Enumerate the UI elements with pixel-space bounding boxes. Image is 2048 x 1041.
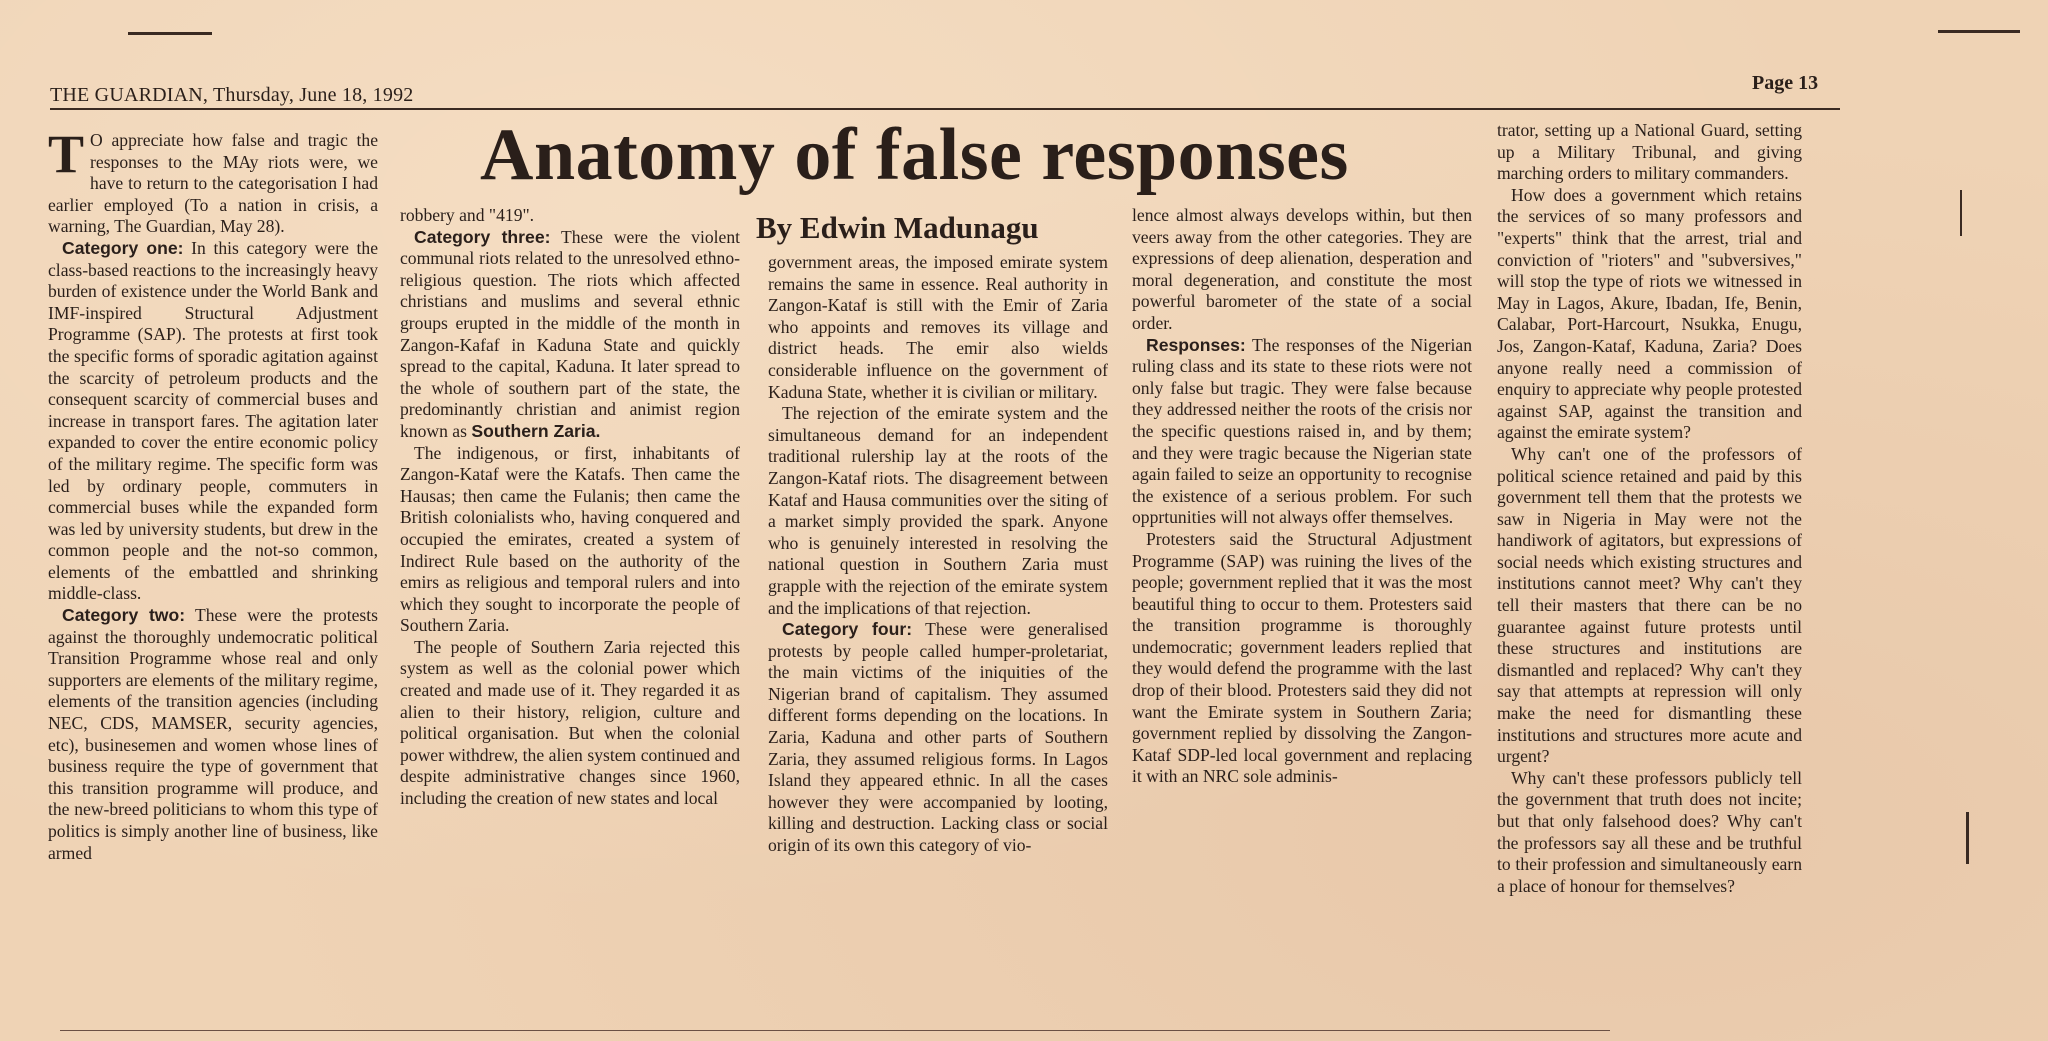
footer-rule (60, 1030, 1610, 1031)
paragraph-text: In this category were the class-based reactions to the increasingly heavy burden of existence under the World Bank and IMF-inspired Structural Adjustment Programme (SAP). The protests at first took the specific forms of sporadic agitation against the scarcity of petroleum products and the consequent scarcity of commercial buses and increase in transport fares. The agitation later expanded to cover the entire economic policy of the military regime. The specific form was led by ordinary people, commuters in commercial buses while the expanded form was led by university students, but drew in the common people and the not-so common, elements of the embattled and shrinking middle-class. (48, 237, 378, 604)
paragraph: Why can't these professors publicly tell the government that truth does not incite; but that only falsehood does? Why can't the professors say all these and be truthful to their profession and simultaneously earn a place of honour for themselves? (1497, 767, 1802, 896)
article-column-3 (768, 252, 1108, 857)
paragraph-text: These were generalised protests by people called humper-proletariat, the main victims of the iniquities of the Nigerian brand of capitalism. They assumed different forms depending on the locations. In Zaria, Kaduna and other parts of Southern Zaria, they assumed religious forms. In Lagos Island they appeared ethnic. In all the cases however they were accompanied by looting, killing and destruction. Lacking class or social origin of its own this category of vio- (768, 619, 1108, 856)
paper-date-line: THE GUARDIAN, Thursday, June 18, 1992 (50, 84, 414, 106)
pen-mark-right-2 (1966, 812, 1969, 864)
article-column-2 (400, 205, 740, 810)
paragraph (400, 227, 740, 443)
page-number: Page 13 (1752, 72, 1819, 94)
category-heading: Category four: (782, 619, 913, 640)
paragraph: The indigenous, or first, inhabitants of Zangon-Kataf were the Katafs. Then came the Hausas; then came the Fulanis; then came the British colonialists who, having conquered and occupied the emirates, created a system of Indirect Rule based on the authority of the emirs as religious and temporal rulers and into which they sought to incorporate the people of Southern Zaria. (400, 442, 740, 636)
paragraph: How does a government which retains the services of so many professors and "experts" think that the arrest, trial and conviction of "rioters" and "subversives," will stop the type of riots we witnessed in May in Lagos, Akure, Ibadan, Ife, Benin, Calabar, Port-Harcourt, Nsukka, Enugu, Jos, Zangon-Kataf, Kaduna, Zaria? Does anyone really need a commission of enquiry to appreciate why people protested against SAP, against the transition and against the emirate system? (1497, 184, 1802, 443)
paragraph (48, 238, 378, 605)
category-heading: Responses: (1146, 334, 1246, 355)
category-heading: Category three: (414, 226, 551, 247)
byline: By Edwin Madunagu (756, 210, 1039, 245)
article-column-1 (48, 124, 378, 864)
masthead (50, 80, 1840, 116)
paragraph: Why can't one of the professors of political science retained and paid by this government tell them that the protests we saw in Nigeria in May were not the handiwork of agitators, but expressions of social needs which existing structures and institutions cannot meet? Why can't they tell their masters that there can be no guarantee against future protests until these structures and institutions are dismantled and replaced? Why can't they say that attempts at repression will only make the need for dismantling these institutions and structures more acute and urgent? (1497, 443, 1802, 767)
paragraph: robbery and "419". (400, 205, 535, 225)
emphasis-text: Southern Zaria. (471, 420, 601, 441)
paragraph: The people of Southern Zaria rejected this system as well as the colonial power which created and made use of it. They regarded it as alien to their history, religion, culture and political organisation. But when the colonial power withdrew, the alien system continued and despite administrative changes since 1960, including the creation of new states and local (400, 636, 740, 809)
pen-mark-right-1 (1960, 190, 1962, 236)
paragraph (1132, 335, 1472, 529)
paragraph-text: These were the protests against the thoroughly undemocratic political Transition Programme whose real and only supporters are elements of the military regime, elements of the transition agencies (including NEC, CDS, MAMSER, security agencies, etc), businesemen and women whose lines of business require the type of government that this transition programme will produce, and the new-breed politicians to whom this type of politics is simply another line of business, like armed (48, 605, 378, 863)
article-column-5 (1497, 120, 1802, 897)
article-column-4 (1132, 205, 1472, 788)
drop-cap: T (48, 124, 85, 184)
paragraph (768, 619, 1108, 857)
paragraph (48, 124, 378, 238)
paragraph: lence almost always develops within, but then veers away from the other categories. They are expressions of deep alienation, desperation and moral degeneration, and constitute the most powerful barometer of the state of a social order. (1132, 205, 1472, 333)
paragraph (48, 605, 378, 864)
paragraph: The rejection of the emirate system and the simultaneous demand for an independent traditional rulership lay at the roots of the Zangon-Kataf riots. The disagreement between Kataf and Hausa communities over the siting of a market simply provided the spark. Anyone who is genuinely interested in resolving the national question in Southern Zaria must grapple with the rejection of the emirate system and the implications of that rejection. (768, 403, 1108, 618)
headline: Anatomy of false responses (480, 114, 1349, 196)
pen-mark-top-left (128, 32, 212, 35)
paragraph: Protesters said the Structural Adjustment Programme (SAP) was ruining the lives of the people; government replied that it was the most beautiful thing to occur to them. Protesters said the transition programme is thoroughly undemocratic; government leaders replied that they would defend the programme with the last drop of their blood. Protesters said they did not want the Emirate system in Southern Zaria; government replied by dissolving the Zangon-Kataf SDP-led local government and replacing it with an NRC sole adminis- (1132, 528, 1472, 787)
category-heading: Category two: (62, 605, 186, 626)
paragraph: government areas, the imposed emirate system remains the same in essence. Real authority in Zangon-Kataf is still with the Emir of Zaria who appoints and removes its village and district heads. The emir also wields considerable influence on the government of Kaduna State, whether it is civilian or military. (768, 252, 1108, 402)
paragraph-text: The responses of the Nigerian ruling class and its state to these riots were not only false but tragic. They were false because they addressed neither the roots of the crisis nor the specific questions raised in, and by them; and they were tragic because the Nigerian state again failed to seize an opportunity to recognise the existence of a serious problem. For such opprtunities will not always offer themselves. (1132, 334, 1472, 528)
category-heading: Category one: (62, 237, 184, 258)
paragraph: trator, setting up a National Guard, setting up a Military Tribunal, and giving marching orders to military commanders. (1497, 120, 1802, 184)
paragraph-text: These were the violent communal riots related to the unresolved ethno-religious question. The riots which affected christians and muslims and several ethnic groups erupted in the middle of the month in Zangon-Kafaf in Kaduna State and quickly spread to the capital, Kaduna. It later spread to the whole of southern part of the state, the predominantly christian and animist region known as (400, 226, 741, 441)
paragraph-text: O appreciate how false and tragic the responses to the MAy riots were, we have to return to the categorisation I had earlier employed (To a nation in crisis, a warning, The Guardian, May 28). (48, 130, 378, 237)
header-rule (50, 108, 1840, 110)
pen-mark-top-right (1938, 30, 2020, 33)
